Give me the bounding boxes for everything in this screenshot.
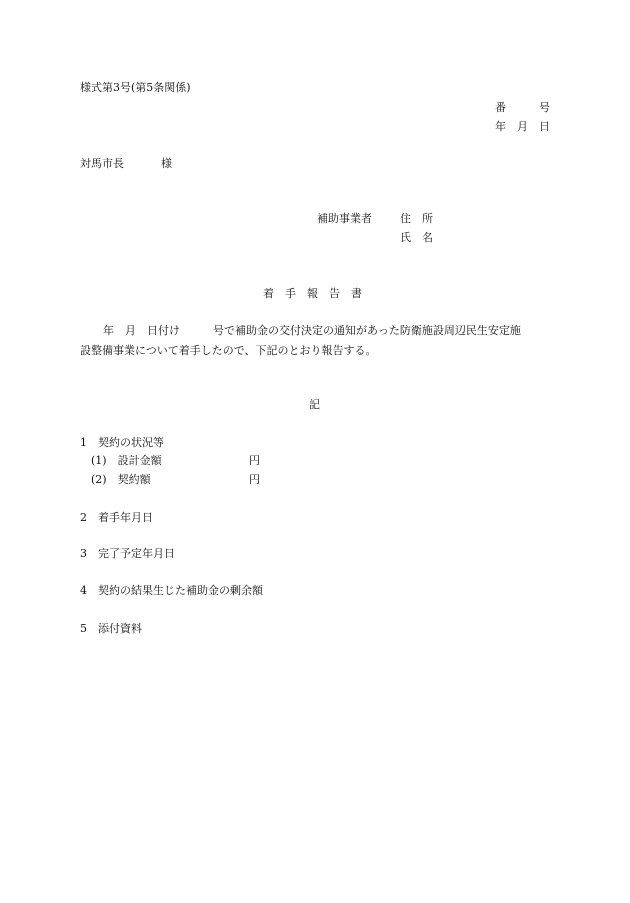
- item-1-sub-1-label: (1) 設計金額: [91, 454, 162, 467]
- item-3-label: 3 完了予定年月日: [80, 547, 175, 560]
- item-4-label: 4 契約の結果生じた補助金の剰余額: [80, 584, 263, 597]
- addressee-name: 対馬市長: [80, 157, 124, 170]
- body-text-line-2: 設整備事業について着手したので、下記のとおり報告する。: [80, 344, 377, 357]
- addressee-honorific: 様: [161, 157, 172, 170]
- item-5-label: 5 添付資料: [80, 622, 142, 635]
- item-1-sub-1-unit: 円: [249, 454, 260, 467]
- item-2-label: 2 着手年月日: [80, 511, 153, 524]
- document-title: 着 手 報 告 書: [263, 287, 362, 300]
- applicant-role: 補助事業者: [317, 212, 372, 225]
- ki-heading: 記: [309, 398, 320, 411]
- item-1-label: 1 契約の状況等: [80, 436, 164, 449]
- applicant-address-label: 住 所: [400, 212, 433, 225]
- body-text-line-1: 年 月 日付け 号で補助金の交付決定の通知があった防衛施設周辺民生安定施: [92, 324, 521, 337]
- form-label: 様式第3号(第5条関係): [80, 81, 191, 94]
- document-date-line: 年 月 日: [495, 120, 550, 133]
- item-1-sub-2-unit: 円: [249, 473, 260, 486]
- applicant-name-label: 氏 名: [400, 231, 433, 244]
- document-number-line: 番 号: [495, 101, 550, 114]
- item-1-sub-2-label: (2) 契約額: [91, 473, 151, 486]
